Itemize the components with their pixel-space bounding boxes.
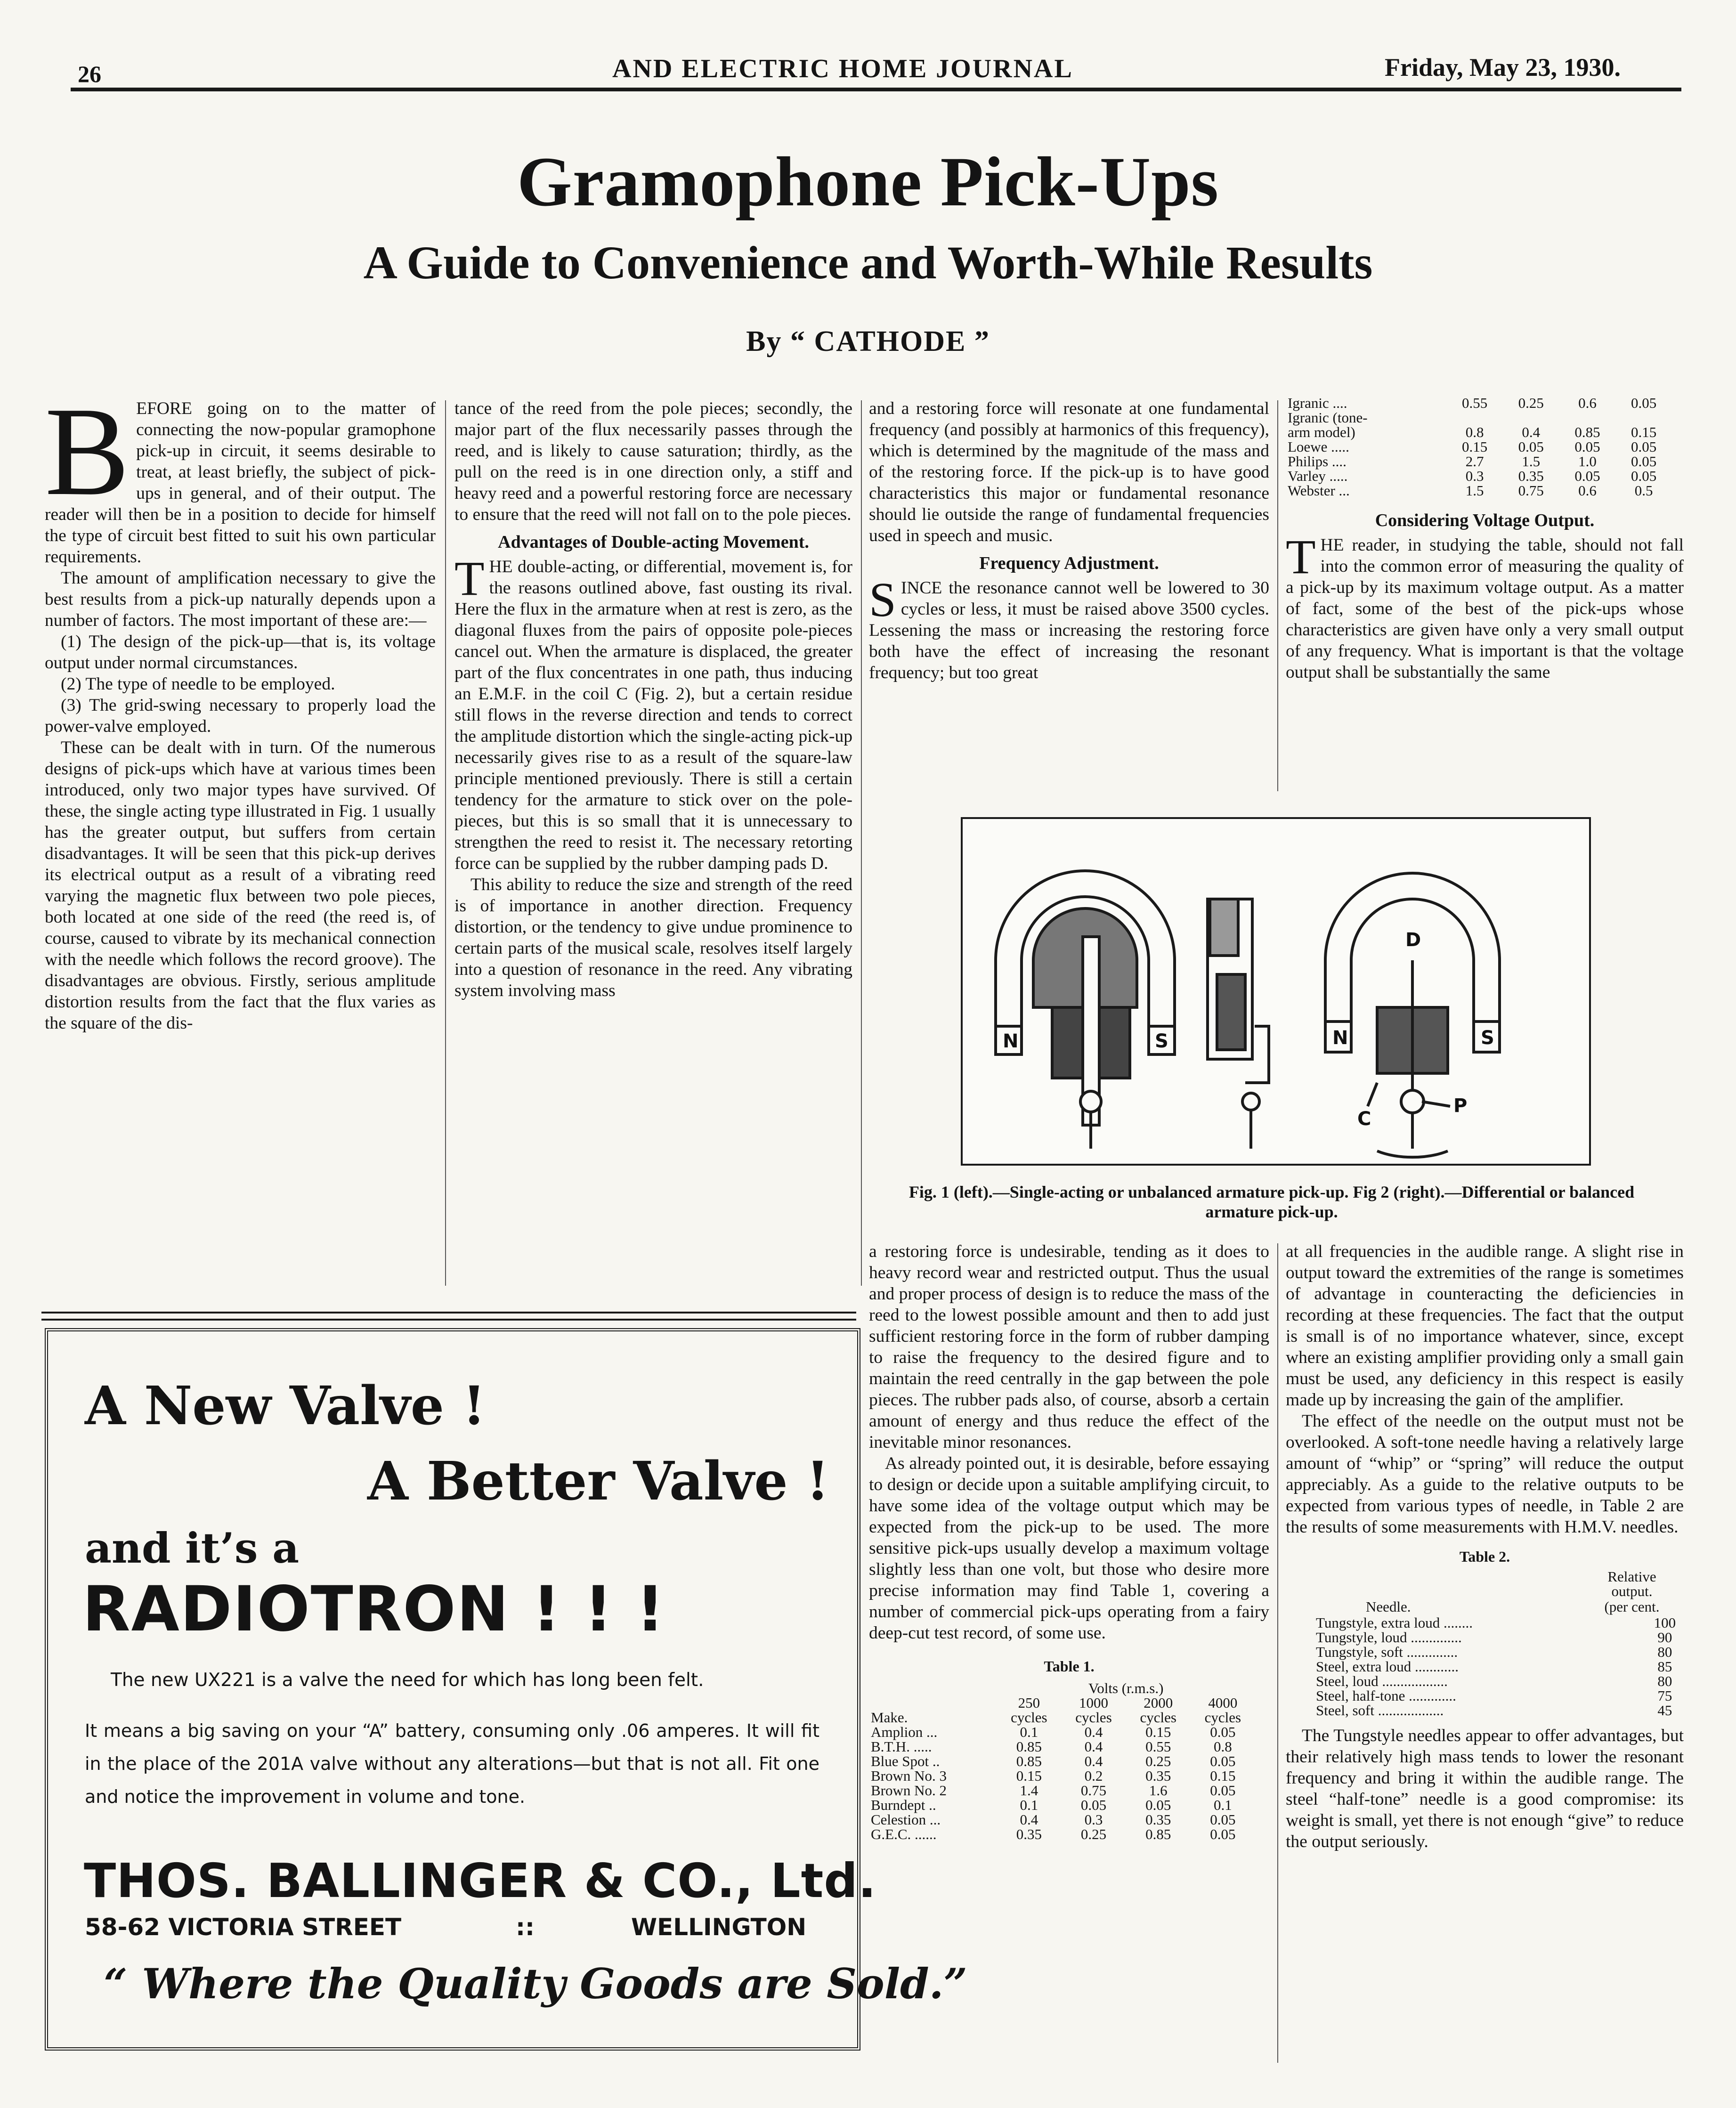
list-item: (2) The type of needle to be employed. bbox=[61, 674, 335, 694]
table-cell-make: Igranic .... bbox=[1288, 396, 1347, 411]
table-cell-make: G.E.C. ...... bbox=[871, 1826, 937, 1842]
paragraph: and a restoring force will resonate at one fundamental frequency (and possibly at harmonics of this frequency), which is determined by the magnitude of the mass and of the restoring force. If the pick-up is to have good characteristics this major or fundamental resonance should lie outside the range of fundamental frequencies used in speech and music. bbox=[869, 399, 1269, 545]
table-cell-make: Varley ..... bbox=[1288, 468, 1348, 484]
table-cell-value: 0.15 bbox=[1016, 1767, 1042, 1784]
table-cell-value: 0.1 bbox=[1020, 1797, 1038, 1813]
table-cell-value: 0.6 bbox=[1578, 482, 1597, 499]
side-view-coil bbox=[1217, 974, 1245, 1050]
table-1-make-header: Make. bbox=[871, 1709, 908, 1726]
table-cell-value: 0.15 bbox=[1145, 1724, 1171, 1740]
fig2-label-d: D bbox=[1405, 929, 1421, 951]
table-1-continued bbox=[1286, 396, 1672, 498]
table-row bbox=[1314, 1688, 1684, 1703]
fig1-needle-holder bbox=[1080, 1091, 1101, 1112]
list-item: (1) The design of the pick-up—that is, its voltage output under normal circumstances. bbox=[45, 632, 436, 673]
figure-caption: Fig. 1 (left).—Single-acting or unbalanced armature pick-up. Fig 2 (right).—Differential or balanced armature pick-up. bbox=[909, 1183, 1635, 1221]
table-cell-value: 1.4 bbox=[1020, 1782, 1038, 1799]
table-cell-value: 0.05 bbox=[1210, 1724, 1236, 1740]
table-cell-value: 0.2 bbox=[1084, 1767, 1103, 1784]
fig1-label-s: S bbox=[1155, 1030, 1168, 1052]
table-cell-value: 0.85 bbox=[1016, 1753, 1042, 1769]
table-cell-make: B.T.H. ..... bbox=[871, 1738, 932, 1755]
ad-city: WELLINGTON bbox=[631, 1913, 807, 1941]
table-row bbox=[869, 1725, 1255, 1739]
table-cell-value: 100 bbox=[1654, 1614, 1676, 1631]
table-cell-value: 0.05 bbox=[1631, 438, 1657, 455]
ad-headline-2: A Better Valve ! bbox=[367, 1451, 829, 1512]
ad-address: 58-62 VICTORIA STREET bbox=[85, 1913, 402, 1941]
table-row bbox=[869, 1754, 1255, 1768]
table-cell-value: 0.35 bbox=[1016, 1826, 1042, 1842]
table-row bbox=[869, 1812, 1255, 1827]
table-2-needle-header: Needle. bbox=[1366, 1598, 1411, 1615]
table-cell-value: 0.05 bbox=[1574, 438, 1600, 455]
ad-top-rule bbox=[41, 1312, 856, 1313]
table-1-cycles: cycles bbox=[1140, 1709, 1176, 1726]
drop-cap: S bbox=[869, 573, 896, 627]
table-cell-value: 0.05 bbox=[1145, 1797, 1171, 1813]
table-row bbox=[1286, 483, 1672, 498]
table-cell-value: 0.05 bbox=[1210, 1753, 1236, 1769]
table-cell-value: 0.85 bbox=[1145, 1826, 1171, 1842]
table-cell-value: 0.35 bbox=[1145, 1811, 1171, 1828]
table-cell-value: 0.25 bbox=[1080, 1826, 1107, 1842]
table-cell-value: 0.05 bbox=[1210, 1826, 1236, 1842]
table-row bbox=[1314, 1645, 1684, 1659]
table-cell-make: Blue Spot .. bbox=[871, 1753, 940, 1769]
table-row bbox=[869, 1768, 1255, 1783]
table-cell-value: 0.75 bbox=[1080, 1782, 1107, 1799]
article-subtitle: A Guide to Convenience and Worth-While Results bbox=[363, 236, 1373, 289]
paragraph: HE reader, in studying the table, should not fall into the common error of measuring the quality of a pick-up by its maximum voltage output. As a matter of fact, some of the best of the pick-ups whose characteristics are given have only a very small output of any frequency. What is important is that the voltage output shall be substantially the same bbox=[1286, 535, 1684, 682]
pick-up-diagram bbox=[963, 819, 1589, 1164]
ad-top-rule bbox=[41, 1319, 856, 1321]
table-cell-value: 0.5 bbox=[1634, 482, 1653, 499]
drop-cap: B bbox=[45, 398, 130, 522]
table-cell-value: 0.1 bbox=[1020, 1724, 1038, 1740]
fig2-label-n: N bbox=[1332, 1027, 1348, 1049]
column-3-top bbox=[869, 398, 1269, 794]
table-1-volts-header: Volts (r.m.s.) bbox=[1088, 1680, 1164, 1696]
ad-text-2: It means a big saving on your “A” battery, consuming only .06 amperes. It will fit in the place of the 201A valve without any alterations—but that is not all. Fit one and notice the improvement in volume and tone. bbox=[85, 1720, 819, 1807]
table-cell-value: 0.15 bbox=[1462, 438, 1488, 455]
article-title: Gramophone Pick-Ups bbox=[517, 143, 1219, 221]
table-cell-needle: Tungstyle, loud .............. bbox=[1316, 1629, 1462, 1646]
ad-headline-3: and it’s a bbox=[85, 1524, 300, 1573]
table-cell-value: 0.4 bbox=[1084, 1753, 1103, 1769]
fig1-label-n: N bbox=[1003, 1030, 1019, 1052]
table-cell-value: 0.35 bbox=[1518, 468, 1544, 484]
table-cell-make: Webster ... bbox=[1288, 482, 1350, 499]
table-row bbox=[1286, 396, 1672, 410]
ad-company: THOS. BALLINGER & CO., Ltd. bbox=[84, 1853, 877, 1908]
side-view-top bbox=[1210, 899, 1238, 956]
table-2-percent-header: (per cent. bbox=[1604, 1598, 1660, 1615]
table-cell-value: 0.25 bbox=[1518, 396, 1544, 411]
fig2-pointer-p bbox=[1422, 1102, 1450, 1106]
side-view-pivot bbox=[1242, 1093, 1259, 1110]
table-1-freq: 250 bbox=[1018, 1695, 1040, 1711]
table-cell-value bbox=[1559, 410, 1616, 425]
fig2-label-p: P bbox=[1453, 1095, 1468, 1117]
table-cell-value: 0.3 bbox=[1465, 468, 1484, 484]
ad-headline-1: A New Valve ! bbox=[85, 1375, 486, 1437]
table-cell-needle: Steel, soft .................. bbox=[1316, 1702, 1444, 1719]
table-cell-needle: Steel, extra loud ............ bbox=[1316, 1658, 1459, 1675]
table-1-freq: 1000 bbox=[1079, 1695, 1109, 1711]
list-item: (3) The grid-swing necessary to properly load the power-valve employed. bbox=[45, 696, 436, 736]
table-row bbox=[869, 1783, 1255, 1798]
table-cell-value: 0.05 bbox=[1574, 468, 1600, 484]
column-3-bottom bbox=[869, 1241, 1269, 2070]
table-cell-make: Philips .... bbox=[1288, 453, 1347, 470]
table-cell-value: 80 bbox=[1657, 1644, 1672, 1660]
table-cell-make: arm model) bbox=[1288, 424, 1355, 440]
table-cell-make: Burndept .. bbox=[871, 1797, 936, 1813]
table-cell-value: 1.5 bbox=[1522, 453, 1541, 470]
table-1-cycles: cycles bbox=[1011, 1709, 1047, 1726]
fig2-label-s: S bbox=[1481, 1027, 1494, 1049]
table-1 bbox=[869, 1681, 1255, 1841]
table-cell-value: 0.3 bbox=[1084, 1811, 1103, 1828]
table-cell-value: 0.75 bbox=[1518, 482, 1544, 499]
table-cell-value: 0.05 bbox=[1080, 1797, 1107, 1813]
table-row bbox=[1314, 1674, 1684, 1688]
ad-brand: RADIOTRON ! ! ! bbox=[82, 1573, 665, 1646]
header-rule bbox=[71, 88, 1681, 91]
table-1-freq: 2000 bbox=[1144, 1695, 1173, 1711]
table-cell-value bbox=[1615, 410, 1672, 425]
table-cell-value bbox=[1446, 410, 1503, 425]
table-cell-value: 0.05 bbox=[1631, 468, 1657, 484]
paragraph: INCE the resonance cannot well be lowered to 30 cycles or less, it must be raised above 3500 cycles. Lessening the mass or increasing the restoring force both have the effect of increasing the resonant frequency; but too great bbox=[869, 578, 1269, 682]
paragraph: at all frequencies in the audible range. A slight rise in output toward the extremities of the range is sometimes of advantage in counteracting the deficiencies in recording at these frequencies. The fact that the output is small is of no importance whatever, since, except where an existing amplifier providing only a small gain must be used, any deficiency in this respect is easily made up by increasing the gain of the amplifier. bbox=[1286, 1242, 1684, 1410]
column-2 bbox=[454, 398, 852, 1290]
column-rule bbox=[861, 400, 862, 1286]
table-cell-make: Brown No. 2 bbox=[871, 1782, 947, 1799]
table-cell-value: 0.05 bbox=[1631, 396, 1657, 411]
table-2-head bbox=[1286, 1569, 1684, 1615]
paragraph: EFORE going on to the matter of connecting the now-popular gramophone pick-up in circuit, it seems desirable to treat, at least briefly, the subject of pick-ups in general, and of their output. The reader will then be in a position to decide for himself the type of circuit best fitted to suit his own particular requirements. bbox=[45, 399, 436, 567]
article-byline: By “ CATHODE ” bbox=[746, 325, 990, 357]
table-cell-value: 0.05 bbox=[1210, 1782, 1236, 1799]
paragraph: The effect of the needle on the output must not be overlooked. A soft-tone needle having a relatively large amount of “whip” or “spring” will reduce the output appreciably. As a guide to the relative outputs to be expected from various types of needle, in Table 2 are the results of some measurements with H.M.V. needles. bbox=[1286, 1411, 1684, 1537]
paragraph: As already pointed out, it is desirable, before essaying to design or decide upon a suitable amplifying circuit, to have some idea of the voltage output which may be expected from the pick-up to be used. The more sensitive pick-ups usually develop a maximum voltage slightly less than one volt, but those who desire more precise information may find Table 1, covering a number of commercial pick-ups operating from a fairy deep-cut test record, of some use. bbox=[869, 1454, 1269, 1643]
drop-cap: T bbox=[1286, 530, 1316, 584]
table-cell-value: 0.4 bbox=[1084, 1724, 1103, 1740]
table-cell-value: 0.4 bbox=[1084, 1738, 1103, 1755]
table-cell-needle: Steel, loud .................. bbox=[1316, 1673, 1448, 1689]
table-2 bbox=[1314, 1615, 1684, 1718]
column-rule bbox=[1277, 1243, 1278, 2063]
table-cell-needle: Steel, half-tone ............. bbox=[1316, 1687, 1456, 1704]
table-cell-value: 0.05 bbox=[1518, 438, 1544, 455]
table-cell-value: 0.4 bbox=[1020, 1811, 1038, 1828]
table-row bbox=[1286, 439, 1672, 454]
table-cell-value: 0.85 bbox=[1574, 424, 1600, 440]
table-cell-value bbox=[1503, 410, 1559, 425]
issue-date: Friday, May 23, 1930. bbox=[1385, 53, 1621, 81]
table-row bbox=[1314, 1615, 1684, 1630]
table-1-title: Table 1. bbox=[1044, 1658, 1095, 1675]
fig2-label-c: C bbox=[1357, 1108, 1371, 1130]
column-rule bbox=[445, 400, 446, 1286]
table-row bbox=[1286, 454, 1672, 469]
paragraph: The amount of amplification necessary to give the best results from a pick-up naturally depends upon a number of factors. The most important of these are:— bbox=[45, 568, 436, 630]
table-cell-value: 45 bbox=[1657, 1702, 1672, 1719]
table-cell-value: 0.25 bbox=[1145, 1753, 1171, 1769]
table-2-relative-header: Relative output. bbox=[1607, 1568, 1656, 1599]
column-4-bottom bbox=[1286, 1241, 1684, 2070]
journal-title: AND ELECTRIC HOME JOURNAL bbox=[612, 54, 1073, 83]
fig2-swing-arc bbox=[1377, 1151, 1448, 1157]
table-2-title: Table 2. bbox=[1459, 1548, 1510, 1565]
table-cell-value: 90 bbox=[1657, 1629, 1672, 1646]
table-cell-needle: Tungstyle, soft .............. bbox=[1316, 1644, 1458, 1660]
fig2-needle-holder bbox=[1401, 1090, 1424, 1113]
paragraph: HE double-acting, or differential, movement is, for the reasons outlined above, fast ousting its rival. Here the flux in the armature when at rest is zero, as the diagonal fluxes from the pairs of opposite pole-pieces cancel out. When the armature is displaced, the greater part of the flux concentrates in one path, thus inducing an E.M.F. in the coil C (Fig. 2), but a certain residue still flows in the reverse direction and tends to correct the amplitude distortion which the single-acting pick-up necessarily gives rise to as a result of the square-law principle mentioned previously. There is still a certain tendency for the armature to stick over on the pole-pieces, but this is so small that it is unnecessary to strengthen the reed to resist it. The necessary retorting force can be supplied by the rubber damping pads D. bbox=[454, 557, 852, 873]
table-row bbox=[1314, 1703, 1684, 1718]
drop-cap: T bbox=[454, 551, 485, 606]
paragraph: a restoring force is undesirable, tending as it does to heavy record wear and restricted output. Thus the usual and proper process of design is to reduce the mass of the reed to the lowest possible amount and then to add just sufficient restoring force in the form of rubber damping to raise the frequency to the desired figure and to maintain the reed centrally in the gap between the pole pieces. The rubber pads also, of course, absorb a certain amount of energy and thus reduce the effect of the inevitable minor resonances. bbox=[869, 1242, 1269, 1452]
table-cell-value: 75 bbox=[1657, 1687, 1672, 1704]
table-cell-value: 0.35 bbox=[1145, 1767, 1171, 1784]
table-cell-value: 0.55 bbox=[1462, 396, 1488, 411]
table-row bbox=[869, 1798, 1255, 1812]
table-cell-value: 2.7 bbox=[1465, 453, 1484, 470]
table-cell-value: 0.8 bbox=[1214, 1738, 1232, 1755]
table-cell-value: 0.8 bbox=[1465, 424, 1484, 440]
paragraph: These can be dealt with in turn. Of the numerous designs of pick-ups which have at various times been introduced, only two major types have survived. Of these, the single acting type illustrated in Fig. 1 usually has the greater output, but suffers from certain disadvantages. It will be seen that this pick-up derives its electrical output as a result of a vibrating reed varying the magnetic flux between two pole pieces, both located at one side of the reed (the reed is, of course, caused to vibrate by its mechanical connection with the needle which follows the record groove). The disadvantages are obvious. Firstly, serious amplitude distortion results from the fact that the flux varies as the square of the dis- bbox=[45, 738, 436, 1033]
paragraph: tance of the reed from the pole pieces; secondly, the major part of the flux necessarily passes through the reed, and is likely to cause saturation; thirdly, as the pull on the reed is in one direction only, a stiff and heavy reed and a powerful restoring force are necessary to ensure that the reed will not fall on to the pole pieces. bbox=[454, 399, 852, 524]
table-cell-value: 85 bbox=[1657, 1658, 1672, 1675]
table-row bbox=[869, 1739, 1255, 1754]
page-number: 26 bbox=[78, 61, 101, 87]
table-cell-value: 0.6 bbox=[1578, 396, 1597, 411]
table-cell-value: 0.85 bbox=[1016, 1738, 1042, 1755]
table-row bbox=[1286, 469, 1672, 483]
column-4-top bbox=[1286, 396, 1684, 794]
table-cell-value: 0.4 bbox=[1522, 424, 1541, 440]
fig1-coil-left bbox=[1052, 1007, 1083, 1078]
table-row bbox=[1314, 1630, 1684, 1645]
table-row bbox=[1286, 410, 1672, 425]
table-cell-value: 0.1 bbox=[1214, 1797, 1232, 1813]
section-heading: Frequency Adjustment. bbox=[979, 553, 1159, 573]
table-cell-needle: Tungstyle, extra loud ........ bbox=[1316, 1614, 1473, 1631]
table-cell-make: Igranic (tone- bbox=[1288, 409, 1368, 426]
table-cell-value: 0.15 bbox=[1631, 424, 1657, 440]
section-heading: Considering Voltage Output. bbox=[1375, 511, 1595, 530]
paragraph: The Tungstyle needles appear to offer advantages, but their relatively high mass tends to lower the resonant frequency and bring it within the audible range. The steel “half-tone” needle is a good compromise: its weight is small, yet there is not enough “give” to reduce the output seriously. bbox=[1286, 1726, 1684, 1851]
table-cell-value: 0.05 bbox=[1210, 1811, 1236, 1828]
table-cell-make: Amplion ... bbox=[871, 1724, 938, 1740]
column-rule bbox=[1277, 400, 1278, 791]
table-cell-value: 0.15 bbox=[1210, 1767, 1236, 1784]
ad-separator: :: bbox=[516, 1913, 535, 1941]
table-cell-make: Loewe ..... bbox=[1288, 438, 1349, 455]
table-row bbox=[869, 1827, 1255, 1841]
ad-text-1: The new UX221 is a valve the need for which has long been felt. bbox=[111, 1670, 704, 1691]
table-cell-value: 0.55 bbox=[1145, 1738, 1171, 1755]
fig2-pointer-c bbox=[1368, 1083, 1377, 1106]
paragraph: This ability to reduce the size and strength of the reed is of importance in another direction. Frequency distortion, or the tendency to give undue prominence to certain parts of the musical scale, resolves itself largely into a question of resonance in the reed. Any vibrating system involving mass bbox=[454, 875, 852, 1000]
table-cell-make: Brown No. 3 bbox=[871, 1767, 947, 1784]
fig1-coil-right bbox=[1099, 1007, 1130, 1078]
table-cell-value: 0.05 bbox=[1631, 453, 1657, 470]
table-row bbox=[1314, 1659, 1684, 1674]
ad-slogan: “ Where the Quality Goods are Sold.” bbox=[104, 1959, 967, 2008]
table-1-cycles: cycles bbox=[1204, 1709, 1241, 1726]
section-heading: Advantages of Double-acting Movement. bbox=[498, 532, 809, 552]
table-row bbox=[1286, 425, 1672, 439]
table-cell-value: 1.0 bbox=[1578, 453, 1597, 470]
table-cell-value: 80 bbox=[1657, 1673, 1672, 1689]
table-cell-value: 1.6 bbox=[1149, 1782, 1168, 1799]
table-1-cycles: cycles bbox=[1075, 1709, 1112, 1726]
table-cell-make: Celestion ... bbox=[871, 1811, 941, 1828]
column-1 bbox=[45, 398, 436, 1290]
figure-box bbox=[961, 817, 1591, 1166]
table-1-freq: 4000 bbox=[1208, 1695, 1238, 1711]
table-cell-value: 1.5 bbox=[1465, 482, 1484, 499]
